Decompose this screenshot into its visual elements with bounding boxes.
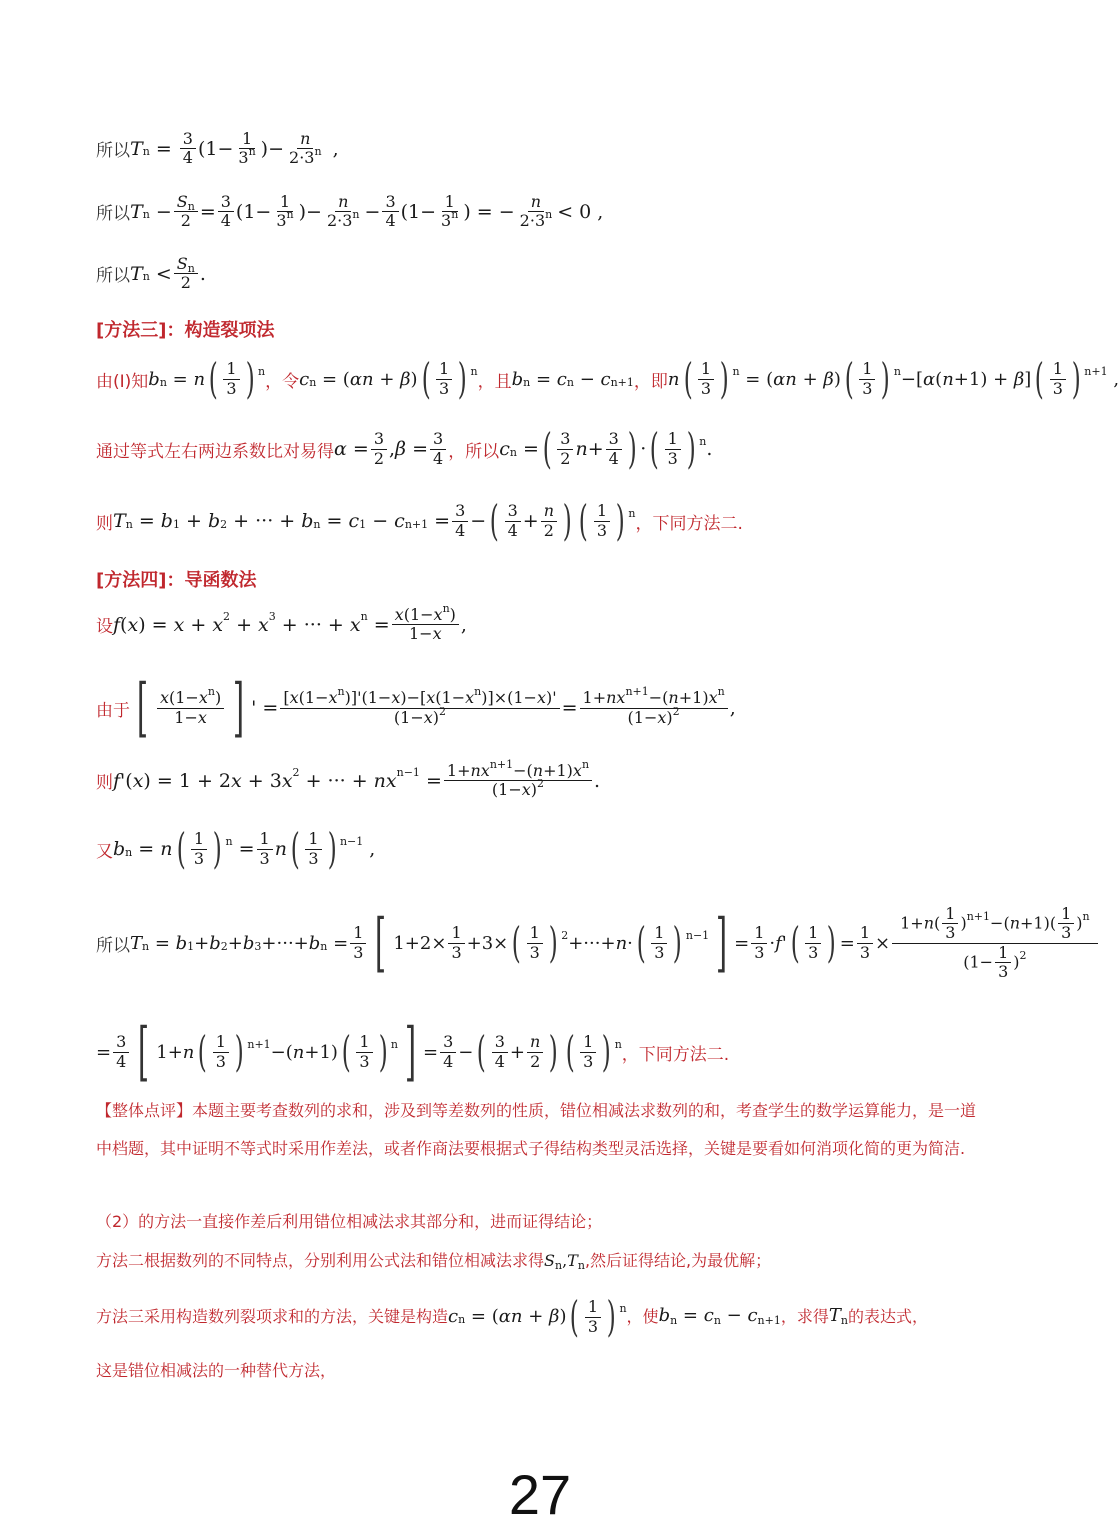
text-tongguo: 通过等式左右两边系数比对易得 xyxy=(96,441,334,462)
comment-method-3-text-d: 的表达式， xyxy=(847,1307,928,1326)
text-suoyi2: ，所以 xyxy=(448,441,500,462)
eq-method3-sum: 则 T $_n$ = b $_1$ + b $_2$ + ··· + b $_n$ = c $_1$ − c $_{n+1}$ = 3 4 − ( 3 4 + n 2 ) ( 1 3 ) $^n$ ，下同方法二. xyxy=(96,496,743,545)
comment-method-2: 方法二根据数列的不同特点，分别利用公式法和错位相减法求得$S_n,T_n$,然后证得结论,为最优解； xyxy=(96,1251,772,1272)
comment-method-3-alt: 这是错位相减法的一种替代方法， xyxy=(96,1361,337,1380)
text-xia-tong: ，下同方法二. xyxy=(621,1044,730,1065)
comment-method-1: （2）的方法一直接作差后利用错位相减法求其部分和，进而证得结论； xyxy=(96,1212,603,1231)
eq-method4-tn: 所以 T $_n$ = b $_1$ + b $_2$ + b $_3$ +···+ b $_n$ = 1 3 [ 1+2× 1 3 +3× ( 1 3 ) $^2$ +···+ n · ( 1 3 ) $^{n-1}$ ] = 1 3 · f ' ( 1 3 ) = 1 3 × 1+n( $\frac{1}{3}$ )$^{n+1}$−(n+1)( $\frac{1}{3}$ )$^n$ (1− $\frac{1}{3}$ )$^2$ xyxy=(96,905,1100,982)
eq-tn: 所以 T $_n$ = 3 4 (1− 1 3$^n$ )− n $2\cdot 3^n$ , xyxy=(96,129,339,168)
comment-method-3-text-c: ，求得 xyxy=(780,1307,829,1326)
eq-method3-coefficients: 通过等式左右两边系数比对易得 α = 3 2 , β = 3 4 ，所以 c $_n$ = ( 3 2 n + 3 4 ) · ( 1 3 ) $^n$ . xyxy=(96,424,713,473)
eq-method4-fx: 设 f ( x ) = x + x $^2$ + x $^3$ + ··· + x $^n$ = $x(1-x^n)$ 1−x , xyxy=(96,602,467,644)
comment-method-2-text-b: ,然后证得结论,为最优解； xyxy=(584,1251,772,1270)
text-ze: 则 xyxy=(96,773,113,794)
text-suoyi: 所以 xyxy=(96,935,130,956)
text-you-zhi: 由(Ⅰ)知 xyxy=(96,371,149,392)
eq-method3-construct: 由(Ⅰ)知 b $_n$ = n ( 1 3 ) $^n$ ，令 c $_n$ = ( αn + β ) ( 1 3 ) $^n$ ，且 b $_n$ = c $_n$ − c $_{n+1}$ ，即 n ( 1 3 ) $^n$ = ( αn + β ) ( 1 3 ) $^n$ −[ α ( n +1) + β ] ( 1 3 ) $^{n+1}$ , xyxy=(96,354,1119,403)
text-she: 设 xyxy=(96,617,113,638)
text-qie: ，且 xyxy=(477,371,512,392)
comment-method-3-text-a: 方法三采用构造数列裂项求和的方法，关键是构造 xyxy=(96,1307,449,1326)
text-you: 又 xyxy=(96,841,113,862)
eq-method4-bn: 又 b $_n$ = n ( 1 3 ) $^n$ = 1 3 n ( 1 3 ) $^{n-1}$ , xyxy=(96,824,376,873)
text-xia-tong: ，下同方法二. xyxy=(635,513,743,534)
text-ze: 则 xyxy=(96,513,113,534)
text-suoyi: 所以 xyxy=(96,141,130,162)
text-suoyi: 所以 xyxy=(96,266,130,287)
eq-method4-fprime: 则 f '( x ) = 1 + 2 x + 3 x $^2$ + ··· + nx $^{n-1}$ = $1+nx^{n+1}-(n+1)x^n$ $(1-x)^2$ . xyxy=(96,758,601,800)
page-number: 27 xyxy=(508,1463,572,1526)
text-ji: ，即 xyxy=(633,371,668,392)
heading-method-4: [方法四]：导函数法 xyxy=(96,570,257,591)
comment-method-3-text-b: ，使 xyxy=(626,1307,659,1326)
heading-method-3: [方法三]：构造裂项法 xyxy=(96,320,275,341)
comment-method-2-text-a: 方法二根据数列的不同特点，分别利用公式法和错位相减法求得 xyxy=(96,1251,545,1270)
eq-tn-minus-sn: 所以 T $_n$ − $S_n$ 2 = 3 4 (1− 1 3$^n$ )− n $2\cdot 3^n$ − 3 4 (1− 1 3$^n$ ) = − n $2\cdot 3^n$ < 0 , xyxy=(96,192,604,231)
comment-method-3: 方法三采用构造数列裂项求和的方法，关键是构造 c $_n$ = ( αn + β ) ( 1 3 ) $^n$ ，使 $b_n = c_n - c_{n+1}$ ，求得 $T_n$ 的表达式， xyxy=(96,1292,928,1341)
eq-method4-derivative: 由于 [ $x(1-x^n)$ 1−x ] ' = $[x(1-x^n)]'(1-x)-[x(1-x^n)]\times(1-x)'$ $(1-x)^2$ = $1+nx^{n+1}-(n+1)x^n$ $(1-x)^2$ , xyxy=(96,671,736,745)
eq-conclusion: 所以 T $_n$ < $S_n$ 2 . xyxy=(96,254,206,293)
text-ling: ，令 xyxy=(265,371,300,392)
text-suoyi: 所以 xyxy=(96,204,130,225)
overall-comment: 【整体点评】本题主要考查数列的求和，涉及到等差数列的性质，错位相减法求数列的和，考查学生的数学运算能力，是一道中档题，其中证明不等式时采用作差法，或者作商法要根据式子得结构类型灵活选择，关键是要看如何消项化简的更为简洁. xyxy=(96,1101,977,1158)
eq-method4-result: = 3 4 [ 1+ n ( 1 3 ) $^{n+1}$ −( n +1) ( 1 3 ) $^n$ ] = 3 4 − ( 3 4 + n 2 ) ( 1 3 ) $^n$ ，下同方法二. xyxy=(96,1015,730,1089)
text-youyu: 由于 xyxy=(96,700,130,721)
